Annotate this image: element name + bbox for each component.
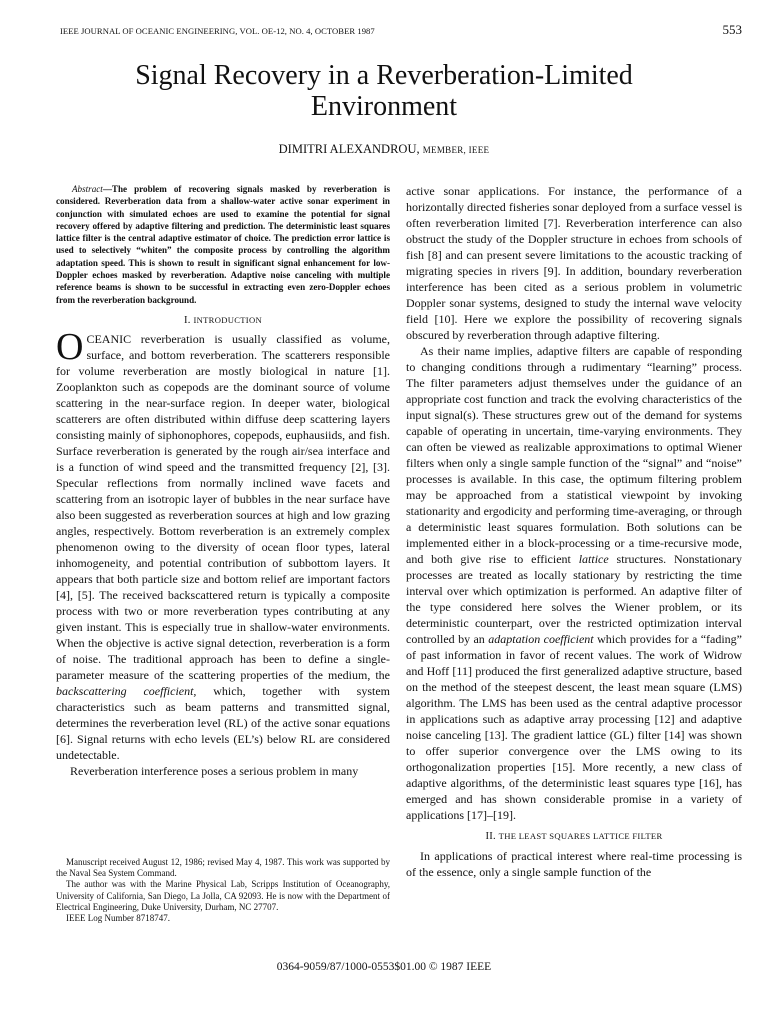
abstract-label: Abstract (72, 184, 103, 194)
intro-paragraph-1 (56, 325, 390, 763)
author-name: DIMITRI ALEXANDROU, (278, 142, 420, 156)
right-column (406, 183, 742, 880)
right-paragraph-2 (406, 343, 742, 823)
section-heading-least-squares-lattice (406, 831, 742, 842)
copyright-line: 0364-9059/87/1000-0553$01.00 © 1987 IEEE (276, 961, 492, 973)
paper-title (0, 60, 768, 122)
author-membership: MEMBER, IEEE (422, 145, 490, 155)
section-number: II. (485, 831, 496, 842)
abstract (56, 183, 390, 306)
right-text-c: which provides for a “fading” of past information in favor of recent values. The work of Widrow and Hoff [11] produced the first generalized adaptive structure, based on the method of the steepest descent, the least mean square (LMS) algorithm. The LMS has been used as the central adaptive processor in applications such as adaptive array processing [12] and adaptive noise canceling [13]. The gradient lattice (GL) filter [14] was shown to offer superior convergence over the LMS owing to its orthogonalization properties [15]. More recently, a new class of adaptive algorithms, of the deterministic least squares type [16], has emerged and has shown considerable promise in a variety of applications [17]–[19]. (406, 632, 743, 822)
emphasized-term: adaptation coefficient (488, 632, 594, 646)
footnotes (56, 857, 390, 924)
section-title: THE LEAST SQUARES LATTICE FILTER (498, 831, 663, 841)
page-number: 553 (722, 22, 742, 37)
title-line-2: Environment (310, 91, 458, 122)
footnote-affiliation: The author was with the Marine Physical Lab, Scripps Institution of Oceanography, University of California, San Diego, La Jolla, CA 92093. He is now with the Department of Electrical Engineering, Duke University, Durham, NC 27707. (56, 879, 390, 912)
emphasized-term: backscattering coefficient, (56, 683, 197, 698)
title-line-1: Signal Recovery in a Reverberation-Limited (135, 60, 633, 91)
right-text-a: As their name implies, adaptive filters are capable of responding to changing conditions through a rudimentary “learning” process. The filter parameters adjust themselves under the guidance of an appropriate cost function and track the evolving characteristics of the input signal(s). These structures grew out of the demand for systems capable of operating in uncertain, time-varying environments. They can often be viewed as realizable approximations to optimal Wiener filters when only a single sample function of the “signal” and “noise” processes is available. In this case, the optimum filtering problem may be approached from a statistical viewpoint by invoking stationarity and ergodicity and performing time-averaging, or through a deterministic least squares formulation. Both solutions can be implemented either in a block-processing or a time-recursive mode, and both give rise to efficient (406, 344, 742, 566)
intro-text: OCEANIC reverberation is usually classified as volume, surface, and bottom reverberation. The scatterers responsible for volume reverberation are mostly biological in nature [1]. Zooplankton such as copepods are the dominant source of volume scattering in the near-surface region. In deeper water, biological scatterers are often distributed within diffuse deep scattering layers consisting mainly of siphonophores, copepods, euphausiids, and fish. Surface reverberation is generated by the rough air/sea interface and is a function of wind speed and the transmitted frequency [2], [3]. Specular reflections from normally inclined wave facets and scattering from an isotropic layer of bubbles in the near surface have also been suggested as reverberation sources at high and low grazing angles, respectively. Bottom reverberation is an extremely complex phenomenon owing to the diversity of ocean floor types, lateral inhomogeneity, and potential contribution of subbottom layers. It appears that both particle size and bottom relief are important factors [4], [5]. The received backscattered return is typically a composite process with two or more reverberation types contributing at any given instant. This is especially true in shallow-water environments. When the objective is active signal detection, reverberation is a form of noise. The traditional approach has been to define a single-parameter measure of the scattering properties of the medium, the (56, 325, 390, 682)
right-text-b: structures. Nonstationary processes are treated as locally stationary by restricting the time interval over which optimization is performed. An adaptive filter of the type considered here solves the Wiener problem, or its deterministic counterpart, over the restricted optimization interval controlled by an (406, 552, 742, 646)
intro-paragraph-2: Reverberation interference poses a serious problem in many (70, 763, 359, 778)
emphasized-term: lattice (578, 552, 609, 566)
right-paragraph-1: active sonar applications. For instance, the performance of a horizontally directed fisheries sonar deployed from a surface vessel is often reverberation limited [7]. Reverberation interference can also obstruct the study of the Doppler structure in echoes from schools of fish [8] and can present severe limitations to the acoustic tracking of migrating species in rivers [9]. In addition, boundary reverberation interference has been cited as a serious problem in volumetric Doppler sonar systems, designed to study the internal wave velocity field [10]. Here we explore the possibility of recovering signals obscured by reverberation through adaptive filtering. (406, 184, 742, 342)
running-head: IEEE JOURNAL OF OCEANIC ENGINEERING, VOL. OE-12, NO. 4, OCTOBER 1987 (60, 26, 375, 36)
footnote-manuscript: Manuscript received August 12, 1986; revised May 4, 1987. This work was supported by the Naval Sea System Command. (56, 857, 390, 879)
section-title: INTRODUCTION (193, 314, 262, 325)
footnote-log-number: IEEE Log Number 8718747. (66, 913, 170, 924)
intro-text-end: which, together with system characteristics such as beam patterns and transmitted signal, determines the reverberation level (RL) of the active sonar equations [6]. Signal returns with echo levels (EL’s) below RL are considered undetectable. (56, 683, 390, 762)
section-number: I. (184, 314, 191, 326)
section-heading-introduction (56, 315, 390, 326)
author-byline (0, 142, 768, 157)
right-paragraph-3: In applications of practical interest where real-time processing is of the essence, only a single sample function of the (406, 849, 742, 879)
abstract-text: —The problem of recovering signals masked by reverberation is considered. Reverberation data from a shallow-water active sonar experiment in conjunction with simulated echoes are used to examine the potential for signal recovery offered by adaptive filtering and prediction. The deterministic least squares lattice filter is the central adaptive estimator of choice. The prediction error lattice is used to selectively “whiten” the composite process by controlling the algorithm adaptation speed. This is shown to result in significant signal enhancement for low-Doppler echoes masked by reverberation. Adaptive noise canceling with multiple reference beams is shown to be successful in extracting even zero-Doppler echoes from the reverberation background. (56, 184, 390, 305)
left-column (56, 183, 390, 779)
